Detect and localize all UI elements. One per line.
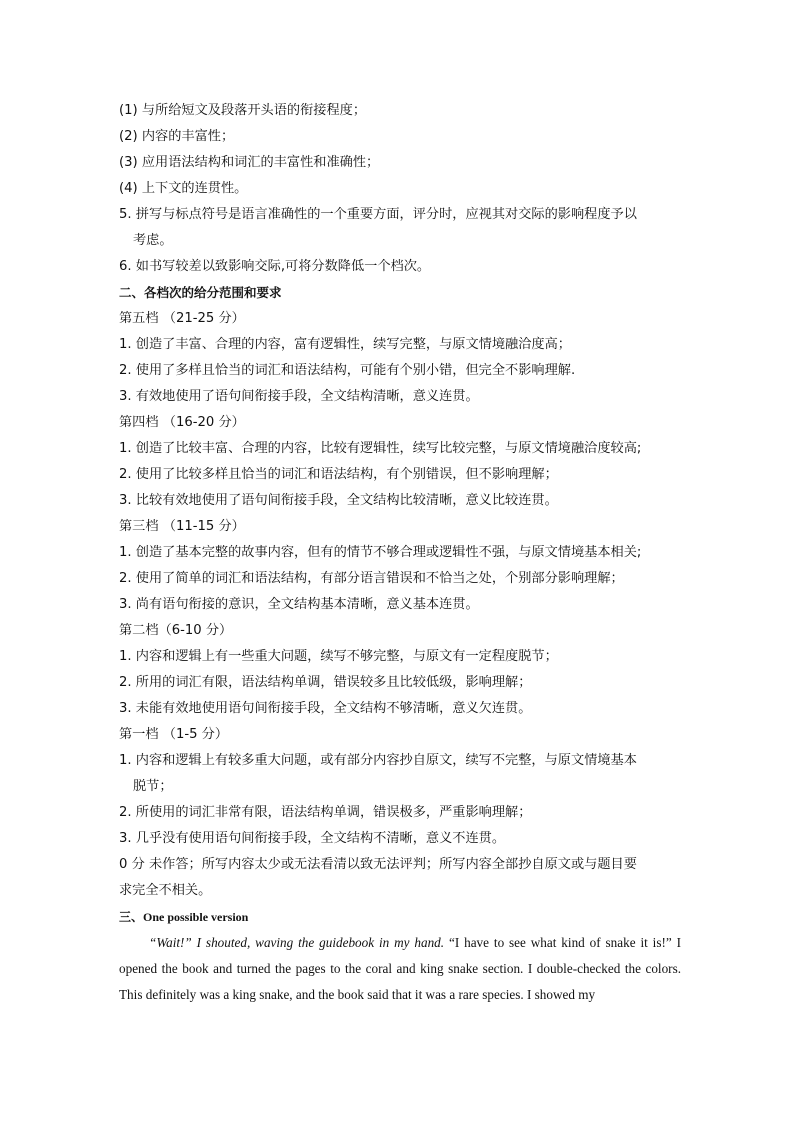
tier-item-continuation: 脱节； bbox=[133, 779, 173, 794]
criterion-3: (3) 应用语法结构和词汇的丰富性和准确性； bbox=[119, 155, 380, 170]
tier-item: 1. 创造了基本完整的故事内容，但有的情节不够合理或逻辑性不强，与原文情境基本相关; bbox=[119, 545, 642, 560]
essay-body: “I have to see what kind of snake it is!” I opened the book and turned the pages to the coral and king snake section. I double-checked the colors. This definitely was a king snake, and the book said that it was a rare species. I showed my bbox=[119, 935, 681, 1002]
criterion-1: (1) 与所给短文及段落开头语的衔接程度； bbox=[119, 103, 367, 118]
tier-4 bbox=[119, 410, 681, 514]
tier-3 bbox=[119, 514, 681, 618]
criterion-4: (4) 上下文的连贯性。 bbox=[119, 181, 248, 196]
tier-item: 2. 所用的词汇有限，语法结构单调，错误较多且比较低级，影响理解； bbox=[119, 675, 532, 690]
document-page bbox=[119, 98, 681, 1008]
essay-italic-opening: “Wait!” I shouted, waving the guidebook in my hand. bbox=[149, 935, 445, 950]
sample-essay bbox=[119, 930, 681, 1008]
tier-1 bbox=[119, 722, 681, 852]
tier-item: 3. 尚有语句衔接的意识，全文结构基本清晰，意义基本连贯。 bbox=[119, 597, 479, 612]
section-2-heading: 二、各档次的给分范围和要求 bbox=[119, 285, 282, 300]
criterion-2: (2) 内容的丰富性； bbox=[119, 129, 235, 144]
tier-title: 第二档（6-10 分） bbox=[119, 623, 233, 638]
zero-score-rule bbox=[119, 852, 681, 904]
tier-item: 1. 内容和逻辑上有较多重大问题，或有部分内容抄自原文，续写不完整，与原文情境基本 bbox=[119, 753, 637, 768]
section-3-heading: 三、One possible version bbox=[119, 910, 249, 924]
tier-item: 3. 有效地使用了语句间衔接手段，全文结构清晰，意义连贯。 bbox=[119, 389, 479, 404]
rule-6: 6. 如书写较差以致影响交际,可将分数降低一个档次。 bbox=[119, 259, 431, 274]
tier-title: 第三档 （11-15 分） bbox=[119, 519, 245, 534]
tier-2 bbox=[119, 618, 681, 722]
tier-item: 2. 使用了多样且恰当的词汇和语法结构，可能有个别小错，但完全不影响理解. bbox=[119, 363, 576, 378]
tier-title: 第五档 （21-25 分） bbox=[119, 311, 245, 326]
tier-title: 第一档 （1-5 分） bbox=[119, 727, 229, 742]
tier-item: 2. 所使用的词汇非常有限，语法结构单调，错误极多，严重影响理解； bbox=[119, 805, 532, 820]
tier-item: 3. 几乎没有使用语句间衔接手段，全文结构不清晰，意义不连贯。 bbox=[119, 831, 506, 846]
tier-item: 1. 创造了比较丰富、合理的内容，比较有逻辑性，续写比较完整，与原文情境融洽度较高; bbox=[119, 441, 642, 456]
tier-item: 3. 比较有效地使用了语句间衔接手段，全文结构比较清晰，意义比较连贯。 bbox=[119, 493, 558, 508]
tier-item: 1. 创造了丰富、合理的内容，富有逻辑性，续写完整，与原文情境融洽度高； bbox=[119, 337, 571, 352]
zero-score-line-1: 0 分 未作答；所写内容太少或无法看清以致无法评判；所写内容全部抄自原文或与题目要 bbox=[119, 857, 637, 872]
rule-5-line-1: 5. 拼写与标点符号是语言准确性的一个重要方面，评分时，应视其对交际的影响程度予以 bbox=[119, 207, 637, 222]
tier-5 bbox=[119, 306, 681, 410]
tier-item: 2. 使用了简单的词汇和语法结构，有部分语言错误和不恰当之处，个别部分影响理解； bbox=[119, 571, 624, 586]
rule-5-line-2: 考虑。 bbox=[133, 233, 173, 248]
zero-score-line-2: 求完全不相关。 bbox=[119, 883, 212, 898]
tier-item: 1. 内容和逻辑上有一些重大问题，续写不够完整，与原文有一定程度脱节； bbox=[119, 649, 558, 664]
tier-title: 第四档 （16-20 分） bbox=[119, 415, 245, 430]
tier-item: 2. 使用了比较多样且恰当的词汇和语法结构，有个别错误，但不影响理解； bbox=[119, 467, 558, 482]
tier-item: 3. 未能有效地使用语句间衔接手段，全文结构不够清晰，意义欠连贯。 bbox=[119, 701, 532, 716]
